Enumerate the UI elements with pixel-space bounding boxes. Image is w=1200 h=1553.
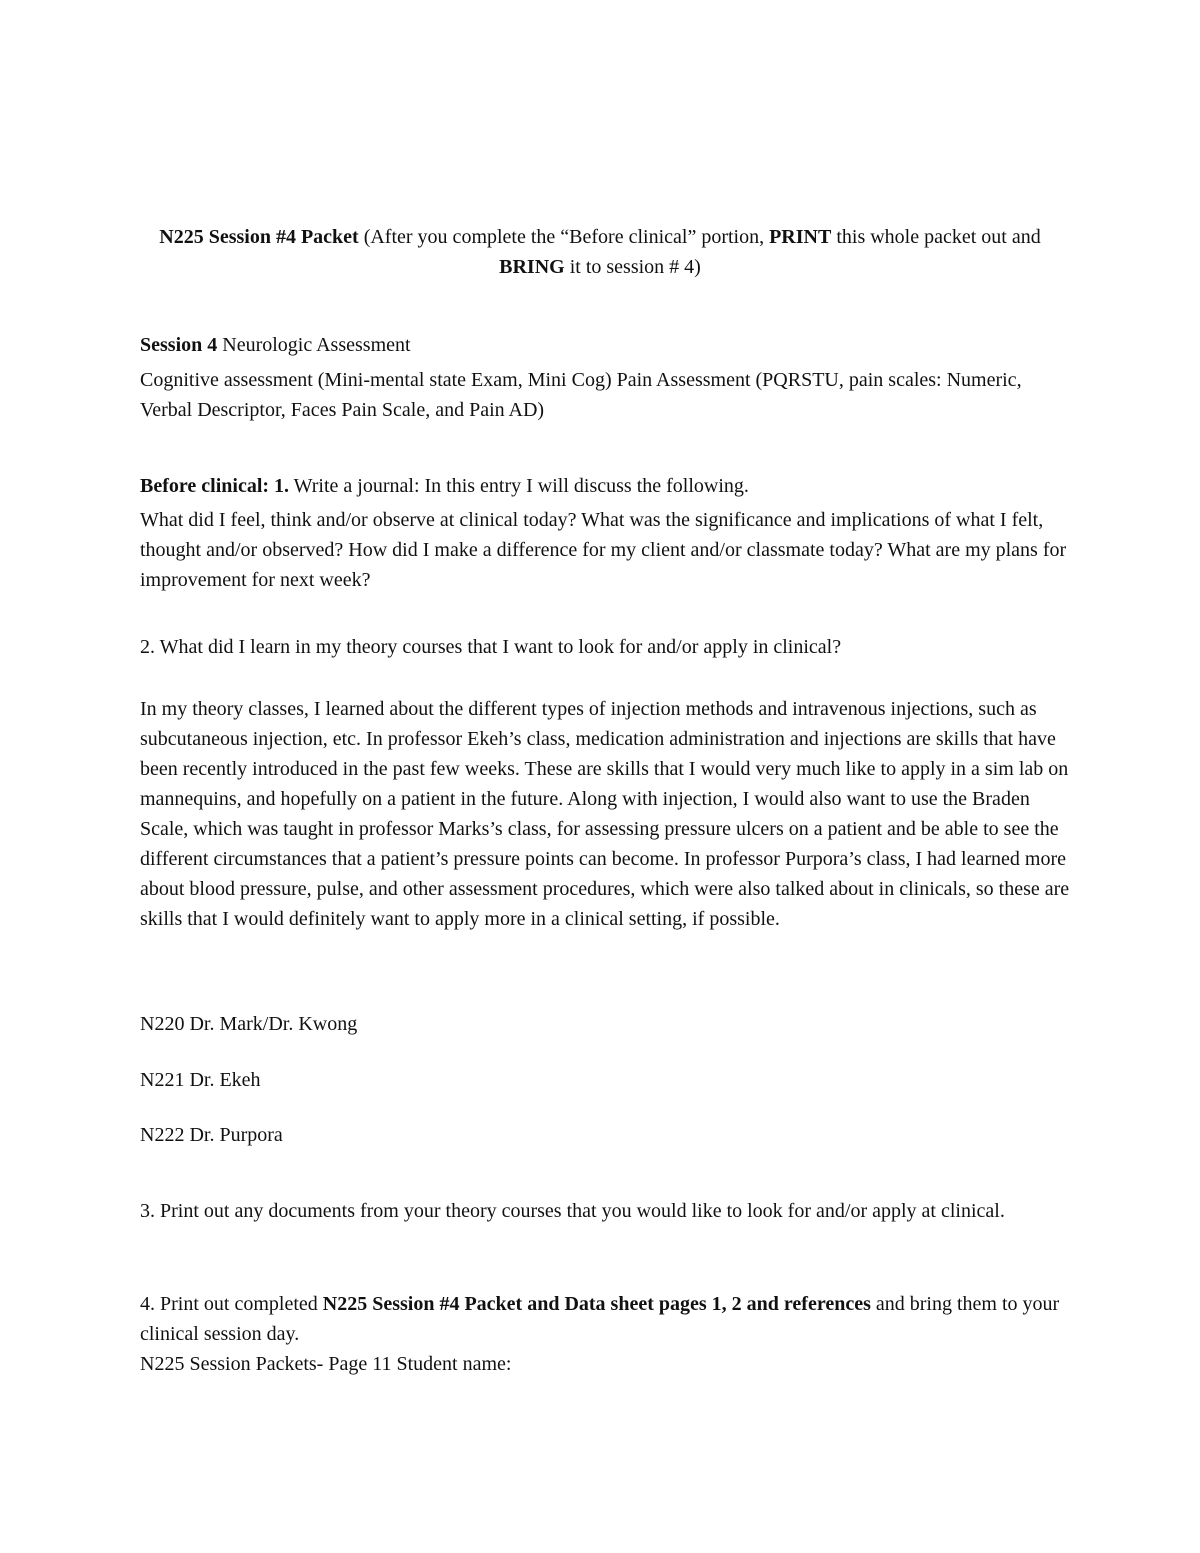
session-label: Session 4 [140, 334, 218, 356]
page-footer-line: N225 Session Packets- Page 11 Student name: [140, 1353, 512, 1375]
item-4-suffix: and bring them to your clinical session day. [140, 1293, 1060, 1345]
item-1-number: 1. [269, 475, 290, 497]
item-2-question: 2. What did I learn in my theory courses that I want to look for and/or apply in clinical? [140, 636, 842, 658]
packet-title [140, 222, 1060, 282]
packet-title-text-2: this whole packet out and [831, 226, 1041, 248]
bring-emphasis: BRING [499, 256, 565, 278]
before-clinical-label: Before clinical: [140, 475, 270, 497]
packet-title-text-3: it to session # 4) [564, 256, 701, 278]
packet-title-text: (After you complete the “Before clinical” portion, [358, 226, 770, 248]
before-clinical-item-1 [140, 471, 1070, 501]
session-heading [140, 330, 1070, 360]
item-4-prefix: 4. Print out completed [140, 1293, 323, 1315]
item-1-text: Write a journal: In this entry I will discuss the following. [289, 475, 749, 497]
print-emphasis: PRINT [769, 226, 832, 248]
item-2-answer: In my theory classes, I learned about the different types of injection methods and intravenous injections, such as subcutaneous injection, etc. In professor Ekeh’s class, medication administration and injections are skills that have been recently introduced in the past few weeks. These are skills that I would very much like to apply in a sim lab on mannequins, and hopefully on a patient in the future. Along with injection, I would also want to use the Braden Scale, which was taught in professor Marks’s class, for assessing pressure ulcers on a patient and be able to see the different circumstances that a patient’s pressure points can become. In professor Purpora’s class, I had learned more about blood pressure, pulse, and other assessment procedures, which were also talked about in clinicals, so these are skills that I would definitely want to apply more in a clinical setting, if possible. [140, 698, 1070, 930]
instructor-n220: N220 Dr. Mark/Dr. Kwong [140, 1013, 358, 1035]
journal-questions: What did I feel, think and/or observe at clinical today? What was the significance and implications of what I felt, thought and/or observed? How did I make a difference for my client and/or classmate today? What are my plans for improvement for next week? [140, 509, 1067, 591]
session-topic: Neurologic Assessment [217, 334, 411, 356]
packet-title-bold: N225 Session #4 Packet [159, 226, 359, 248]
item-4 [140, 1289, 1070, 1349]
session-description: Cognitive assessment (Mini-mental state Exam, Mini Cog) Pain Assessment (PQRSTU, pain scales: Numeric, Verbal Descriptor, Faces Pain Scale, and Pain AD) [140, 369, 1022, 421]
item-4-bold: N225 Session #4 Packet and Data sheet pages 1, 2 and references [322, 1293, 871, 1315]
instructor-n222: N222 Dr. Purpora [140, 1124, 283, 1146]
instructor-n221: N221 Dr. Ekeh [140, 1069, 261, 1091]
item-3: 3. Print out any documents from your theory courses that you would like to look for and/or apply at clinical. [140, 1200, 1005, 1222]
